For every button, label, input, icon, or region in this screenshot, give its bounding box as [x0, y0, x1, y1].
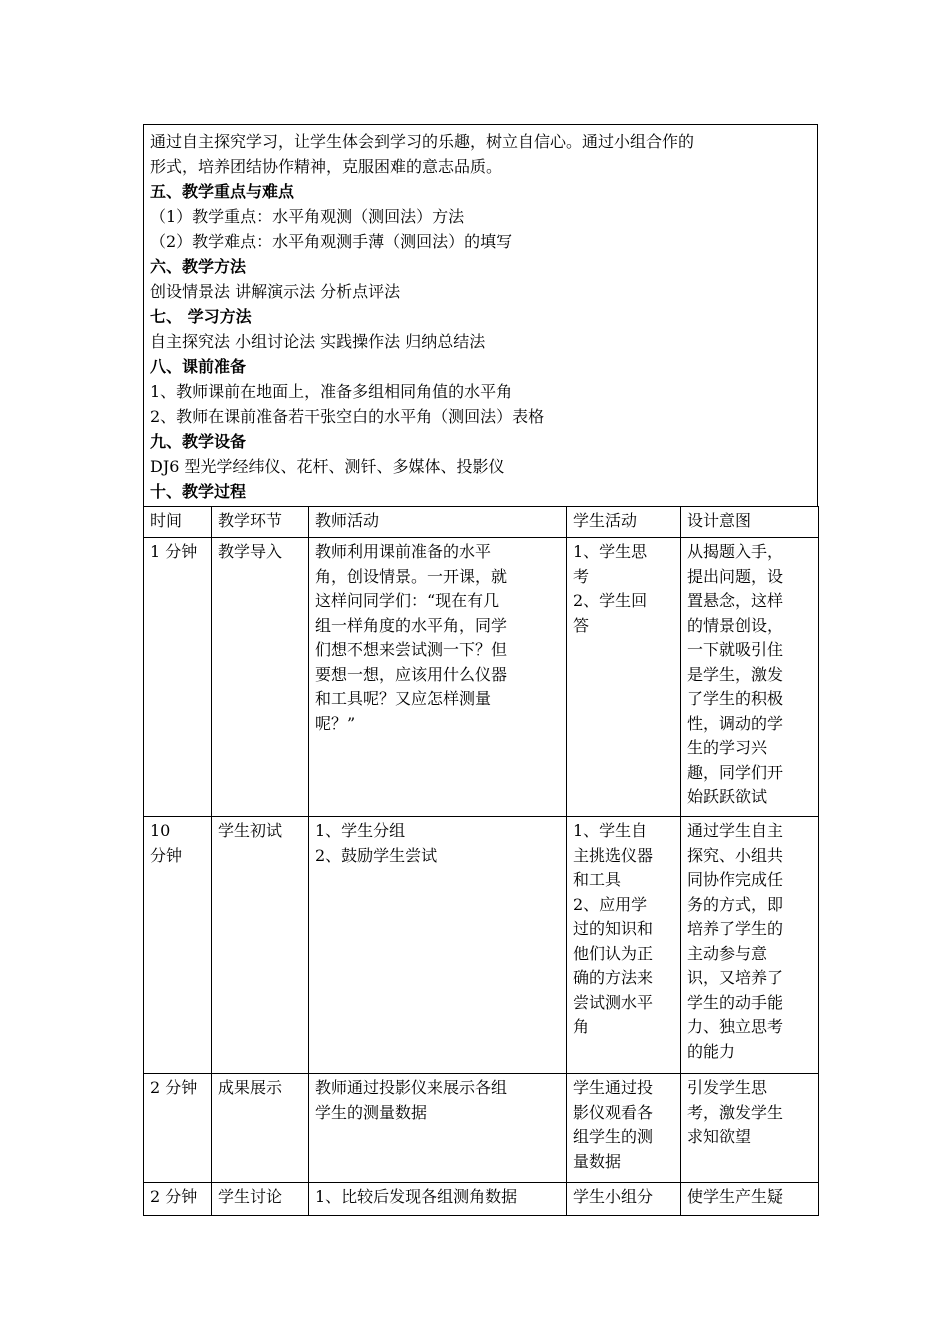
cell-text-line: 一下就吸引住 — [687, 640, 784, 659]
cell-text-line: 呢？” — [315, 713, 356, 733]
stage-cell — [212, 1074, 309, 1183]
intro-line: 形式，培养团结协作精神，克服困难的意志品质。 — [150, 157, 503, 176]
cell-text-line: 分钟 — [150, 845, 183, 865]
header-student-activity: 学生活动 — [567, 507, 681, 538]
section-line: 创设情景法 讲解演示法 分析点评法 — [150, 282, 401, 301]
cell-text-line: 使学生产生疑 — [687, 1187, 784, 1206]
cell-text-line: 了学生的积极 — [687, 689, 784, 708]
cell-text-line: 要想一想，应该用什么仪器 — [315, 664, 508, 684]
cell-text-line: 这样问同学们：“现在有几 — [315, 591, 500, 610]
cell-text-line: 组学生的测 — [573, 1127, 654, 1146]
section-heading: 八、课前准备 — [150, 357, 247, 376]
section-heading: 十、教学过程 — [150, 482, 247, 501]
cell-text-line: 是学生，激发 — [687, 664, 784, 684]
intro-line: 通过自主探究学习，让学生体会到学习的乐趣，树立自信心。通过小组合作的 — [150, 132, 695, 151]
section-line: 1、教师课前在地面上，准备多组相同角值的水平角 — [150, 382, 513, 401]
cell-text-line: 10 — [150, 821, 171, 840]
section-line: 自主探究法 小组讨论法 实践操作法 归纳总结法 — [150, 332, 486, 351]
cell-text-line: 学生通过投 — [573, 1078, 654, 1097]
cell-text-line: 1 分钟 — [150, 542, 198, 561]
cell-text-line: 2 分钟 — [150, 1187, 198, 1206]
cell-text-line: 2、学生回 — [573, 591, 648, 610]
cell-text-line: 探究、小组共 — [687, 845, 784, 865]
cell-text-line: 置悬念，这样 — [687, 591, 784, 610]
design-intent-cell — [681, 817, 819, 1074]
stage-cell — [212, 538, 309, 817]
design-intent-cell — [681, 1183, 819, 1216]
cell-text-line: 答 — [573, 615, 590, 635]
cell-text-line: 量数据 — [573, 1151, 622, 1171]
teacher-activity-cell — [309, 1183, 567, 1216]
section-heading: 七、 学习方法 — [150, 307, 252, 326]
cell-text-line: 主动参与意 — [687, 943, 768, 963]
section-heading: 五、教学重点与难点 — [150, 182, 295, 201]
design-intent-cell — [681, 538, 819, 817]
cell-text-line: 主挑选仪器 — [573, 845, 654, 865]
cell-text-line: 角 — [573, 1017, 590, 1036]
cell-text-line: 和工具 — [573, 870, 622, 889]
cell-text-line: 们想不想来尝试测一下？但 — [315, 640, 508, 659]
section-line: 2、教师在课前准备若干张空白的水平角（测回法）表格 — [150, 407, 545, 426]
time-cell — [144, 1183, 212, 1216]
cell-text-line: 考 — [573, 566, 590, 586]
time-cell — [144, 817, 212, 1074]
section-heading: 九、教学设备 — [150, 432, 247, 451]
cell-text-line: 学生讨论 — [218, 1187, 283, 1206]
design-intent-cell — [681, 1074, 819, 1183]
cell-text-line: 1、比较后发现各组测角数据 — [315, 1187, 518, 1206]
cell-text-line: 务的方式，即 — [687, 894, 784, 914]
cell-text-line: 始跃跃欲试 — [687, 787, 768, 806]
cell-text-line: 引发学生思 — [687, 1078, 768, 1097]
cell-text-line: 过的知识和 — [573, 919, 654, 938]
teacher-activity-cell — [309, 817, 567, 1074]
stage-cell — [212, 1183, 309, 1216]
cell-text-line: 1、学生思 — [573, 542, 648, 561]
cell-text-line: 培养了学生的 — [687, 919, 784, 938]
cell-text-line: 的情景创设， — [687, 615, 784, 635]
plan-text-block — [143, 124, 818, 506]
student-activity-cell — [567, 1074, 681, 1183]
cell-text-line: 影仪观看各 — [573, 1102, 654, 1122]
cell-text-line: 识，又培养了 — [687, 968, 784, 987]
section-line: （2）教学难点：水平角观测手薄（测回法）的填写 — [150, 232, 513, 251]
header-stage: 教学环节 — [212, 507, 309, 538]
cell-text-line: 2、应用学 — [573, 894, 648, 914]
cell-text-line: 1、学生自 — [573, 821, 648, 840]
cell-text-line: 角，创设情景。一开课，就 — [315, 566, 508, 586]
header-teacher-activity: 教师活动 — [309, 507, 567, 538]
cell-text-line: 成果展示 — [218, 1078, 283, 1097]
table-row — [144, 1074, 819, 1183]
cell-text-line: 和工具呢？又应怎样测量 — [315, 689, 492, 708]
cell-text-line: 1、学生分组 — [315, 821, 406, 840]
section-line: （1）教学重点：水平角观测（测回法）方法 — [150, 207, 465, 226]
table-row — [144, 538, 819, 817]
teacher-activity-cell — [309, 538, 567, 817]
cell-text-line: 趣，同学们开 — [687, 762, 784, 782]
cell-text-line: 性，调动的学 — [687, 713, 784, 733]
teacher-activity-cell — [309, 1074, 567, 1183]
student-activity-cell — [567, 817, 681, 1074]
cell-text-line: 学生初试 — [218, 821, 283, 840]
header-time: 时间 — [144, 507, 212, 538]
stage-cell — [212, 817, 309, 1074]
cell-text-line: 力、独立思考 — [687, 1017, 784, 1036]
cell-text-line: 考，激发学生 — [687, 1102, 784, 1122]
cell-text-line: 教师通过投影仪来展示各组 — [315, 1078, 508, 1097]
cell-text-line: 教师利用课前准备的水平 — [315, 542, 492, 561]
cell-text-line: 学生的动手能 — [687, 992, 784, 1012]
teaching-process-table — [143, 506, 819, 1216]
cell-text-line: 的能力 — [687, 1041, 736, 1061]
table-header-row — [144, 507, 819, 538]
section-heading: 六、教学方法 — [150, 257, 247, 276]
cell-text-line: 他们认为正 — [573, 943, 654, 963]
cell-text-line: 学生小组分 — [573, 1187, 654, 1206]
cell-text-line: 确的方法来 — [573, 968, 654, 987]
cell-text-line: 求知欲望 — [687, 1127, 752, 1146]
cell-text-line: 组一样角度的水平角，同学 — [315, 615, 508, 635]
document-page — [143, 124, 818, 1216]
student-activity-cell — [567, 1183, 681, 1216]
header-design-intent: 设计意图 — [681, 507, 819, 538]
cell-text-line: 生的学习兴 — [687, 738, 768, 757]
cell-text-line: 学生的测量数据 — [315, 1102, 428, 1122]
cell-text-line: 2 分钟 — [150, 1078, 198, 1097]
time-cell — [144, 538, 212, 817]
table-row — [144, 817, 819, 1074]
student-activity-cell — [567, 538, 681, 817]
cell-text-line: 2、鼓励学生尝试 — [315, 845, 438, 865]
cell-text-line: 同协作完成任 — [687, 870, 784, 889]
cell-text-line: 通过学生自主 — [687, 821, 784, 840]
cell-text-line: 提出问题，设 — [687, 566, 784, 586]
section-line: DJ6 型光学经纬仪、花杆、测钎、多媒体、投影仪 — [150, 457, 505, 476]
cell-text-line: 尝试测水平 — [573, 992, 654, 1012]
cell-text-line: 教学导入 — [218, 542, 283, 561]
table-row — [144, 1183, 819, 1216]
cell-text-line: 从揭题入手， — [687, 542, 784, 561]
time-cell — [144, 1074, 212, 1183]
